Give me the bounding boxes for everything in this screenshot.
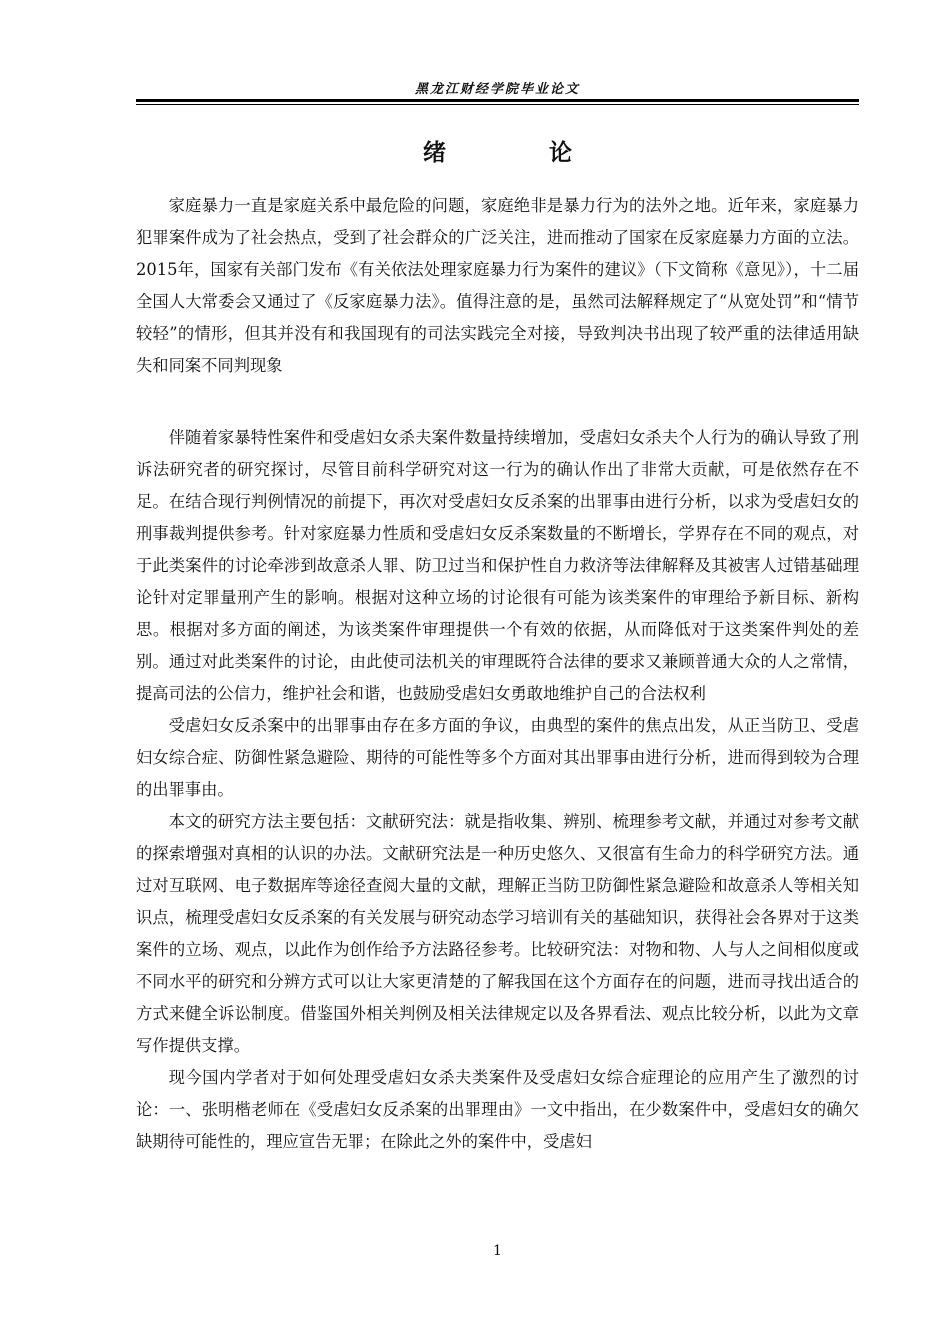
running-header: 黑龙江财经学院毕业论文 (414, 82, 580, 97)
section-title: 绪 论 (423, 139, 612, 166)
paragraph-5: 现今国内学者对于如何处理受虐妇女杀夫类案件及受虐妇女综合症理论的应用产生了激烈的讨论：一、张明楷老师在《受虐妇女反杀案的出罪理由》一文中指出，在少数案件中，受虐妇女的确欠缺期待可能性的，理应宣告无罪；在除此之外的案件中，受虐妇 (136, 1068, 859, 1151)
paragraph-2: 伴随着家暴特性案件和受虐妇女杀夫案件数量持续增加，受虐妇女杀夫个人行为的确认导致了刑诉法研究者的研究探讨，尽管目前科学研究对这一行为的确认作出了非常大贡献，可是依然存在不足。在结合现行判例情况的前提下，再次对受虐妇女反杀案的出罪事由进行分析，以求为受虐妇女的刑事裁判提供参考。针对家庭暴力性质和受虐妇女反杀案数量的不断增长，学界存在不同的观点，对于此类案件的讨论牵涉到故意杀人罪、防卫过当和保护性自力救济等法律解释及其被害人过错基础理论针对定罪量刑产生的影响。根据对这种立场的讨论很有可能为该类案件的审理给予新目标、新构思。根据对多方面的阐述，为该类案件审理提供一个有效的依据，从而降低对于这类案件判处的差别。通过对此类案件的讨论，由此使司法机关的审理既符合法律的要求又兼顾普通大众的人之常情，提高司法的公信力，维护社会和谐，也鼓励受虐妇女勇敢地维护自己的合法权利 (136, 428, 859, 703)
header-rule-thin (136, 104, 859, 105)
paragraph-4: 本文的研究方法主要包括：文献研究法：就是指收集、辨别、梳理参考文献，并通过对参考文献的探索增强对真相的认识的办法。文献研究法是一种历史悠久、又很富有生命力的科学研究方法。通过对互联网、电子数据库等途径查阅大量的文献，理解正当防卫防御性紧急避险和故意杀人等相关知识点，梳理受虐妇女反杀案的有关发展与研究动态学习培训有关的基础知识，获得社会各界对于这类案件的立场、观点，以此作为创作给予方法路径参考。比较研究法：对物和物、人与人之间相似度或不同水平的研究和分辨方式可以让大家更清楚的了解我国在这个方面存在的问题，进而寻找出适合的方式来健全诉讼制度。借鉴国外相关判例及相关法律规定以及各界看法、观点比较分析，以此为文章写作提供支撑。 (136, 812, 859, 1055)
paragraph-3: 受虐妇女反杀案中的出罪事由存在多方面的争议，由典型的案件的焦点出发，从正当防卫、受虐妇女综合症、防御性紧急避险、期待的可能性等多个方面对其出罪事由进行分析，进而得到较为合理的出罪事由。 (136, 716, 859, 799)
body-text (136, 190, 859, 1158)
page-number: 1 (493, 1243, 502, 1259)
paragraph-1: 家庭暴力一直是家庭关系中最危险的问题，家庭绝非是暴力行为的法外之地。近年来，家庭暴力犯罪案件成为了社会热点，受到了社会群众的广泛关注，进而推动了国家在反家庭暴力方面的立法。2015年，国家有关部门发布《有关依法处理家庭暴力行为案件的建议》（下文简称《意见》），十二届全国人大常委会又通过了《反家庭暴力法》。值得注意的是，虽然司法解释规定了“从宽处罚”和“情节较轻”的情形，但其并没有和我国现有的司法实践完全对接，导致判决书出现了较严重的法律适用缺失和同案不同判现象 (136, 196, 859, 375)
header-rule-thick (136, 99, 859, 102)
